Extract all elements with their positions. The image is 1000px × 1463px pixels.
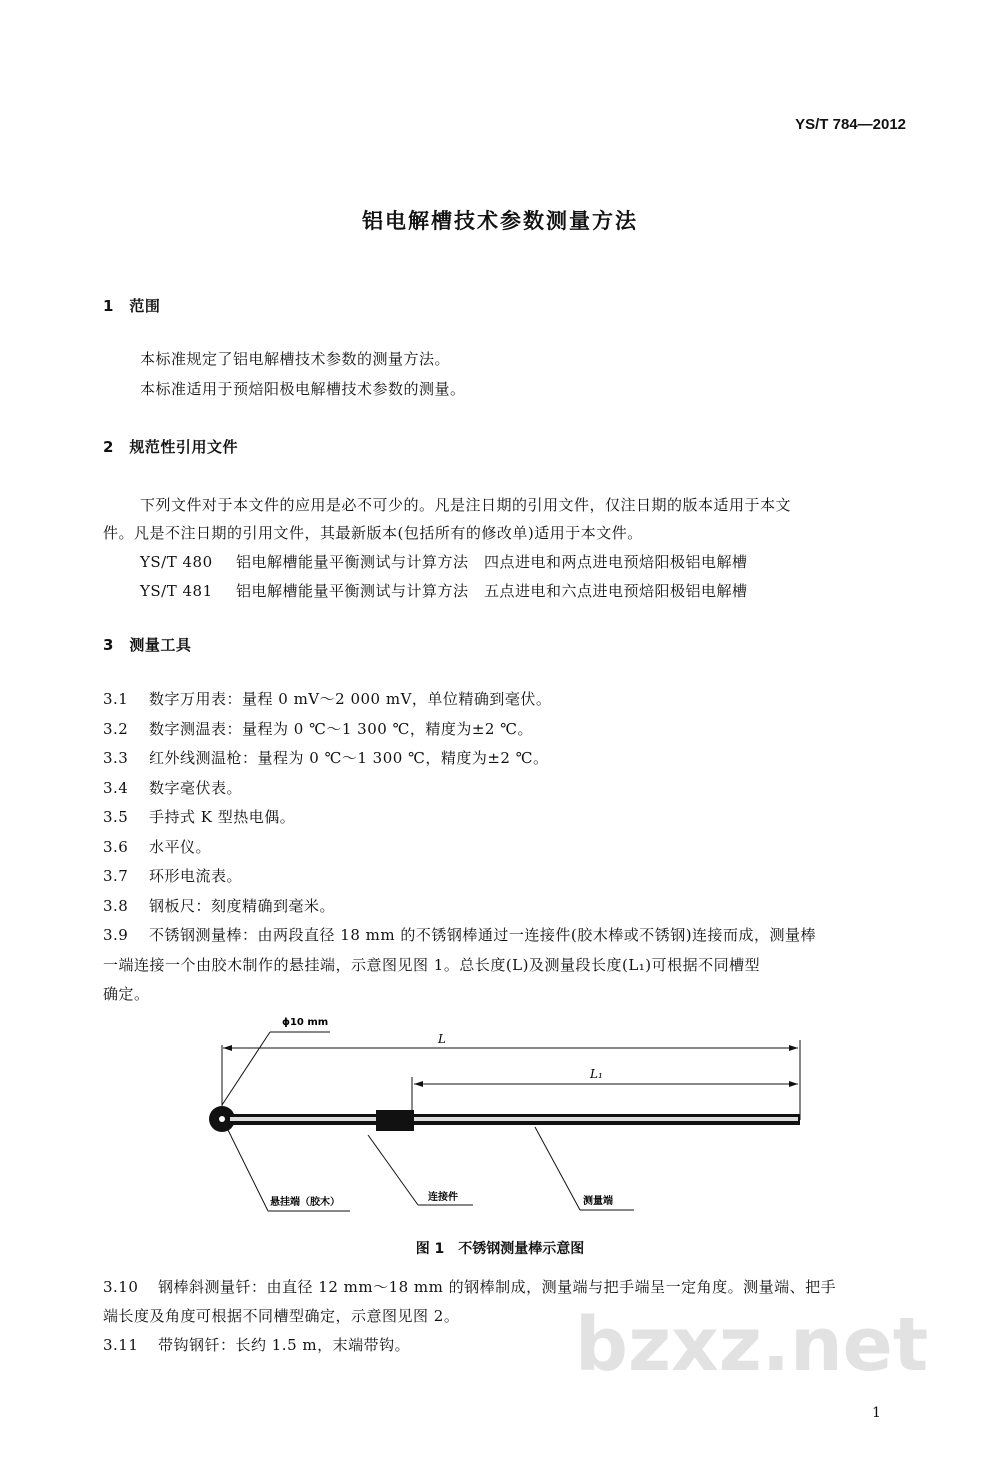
- list-item: [103, 749, 549, 768]
- item-number: 3.2: [103, 719, 129, 738]
- section-heading: 2 规范性引用文件: [103, 438, 238, 456]
- list-item: [103, 926, 816, 945]
- reference-item: [140, 582, 748, 601]
- item-text: 手持式 K 型热电偶。: [149, 808, 296, 826]
- item-number: 3.9: [103, 926, 129, 944]
- paragraph: 本标准规定了铝电解槽技术参数的测量方法。: [140, 350, 451, 368]
- item-text: 数字测温表：量程为 0 ℃～1 300 ℃，精度为±2 ℃。: [149, 719, 534, 738]
- list-item: [103, 1336, 410, 1355]
- page-title: 铝电解槽技术参数测量方法: [362, 209, 638, 233]
- item-number: 3.4: [103, 778, 129, 797]
- list-item: [103, 1278, 836, 1297]
- list-item: [103, 808, 295, 827]
- item-number: 3.3: [103, 749, 129, 767]
- item-number: 3.11: [103, 1336, 139, 1354]
- paragraph: 本标准适用于预焙阳极电解槽技术参数的测量。: [140, 380, 466, 398]
- list-item: [103, 690, 551, 709]
- item-number: 3.7: [103, 867, 129, 885]
- watermark: bzxz.net: [575, 1302, 929, 1388]
- paragraph: 件。凡是不注日期的引用文件，其最新版本(包括所有的修改单)适用于本文件。: [103, 524, 643, 542]
- item-text: 带钩钢钎：长约 1.5 m，末端带钩。: [158, 1336, 411, 1354]
- item-text: 环形电流表。: [149, 867, 243, 885]
- label-diameter: ϕ10 mm: [282, 1017, 329, 1028]
- figure-measuring-rod: [190, 1005, 820, 1225]
- label-connector: 连接件: [428, 1192, 458, 1203]
- list-item: [103, 897, 335, 916]
- reference-code: YS/T 481: [140, 582, 213, 600]
- label-hanging-end: 悬挂端（胶木）: [270, 1197, 340, 1208]
- figure-caption: 图 1 不锈钢测量棒示意图: [415, 1241, 585, 1257]
- list-item: [103, 867, 242, 886]
- item-text: 数字万用表：量程 0 mV～2 000 mV，单位精确到毫伏。: [149, 690, 552, 708]
- connector: [376, 1110, 414, 1131]
- reference-title: 铝电解槽能量平衡测试与计算方法 五点进电和六点进电预焙阳极铝电解槽: [236, 582, 748, 600]
- section-heading: 1 范围: [103, 297, 161, 315]
- label-L1: L₁: [590, 1067, 603, 1081]
- item-number: 3.6: [103, 837, 129, 856]
- item-text-continued: 确定。: [103, 985, 150, 1003]
- item-text: 水平仪。: [149, 837, 212, 856]
- document-number: YS/T 784—2012: [795, 116, 906, 133]
- item-number: 3.10: [103, 1278, 139, 1296]
- page-number: 1: [872, 1405, 881, 1421]
- list-item: [103, 779, 242, 798]
- item-text-continued: 一端连接一个由胶木制作的悬挂端，示意图见图 1。总长度(L)及测量段长度(L₁)可根据不同槽型: [103, 955, 761, 974]
- reference-title: 铝电解槽能量平衡测试与计算方法 四点进电和两点进电预焙阳极铝电解槽: [236, 553, 748, 571]
- paragraph: 下列文件对于本文件的应用是必不可少的。凡是注日期的引用文件，仅注日期的版本适用于本文: [140, 496, 792, 514]
- item-text: 红外线测温枪：量程为 0 ℃～1 300 ℃，精度为±2 ℃。: [149, 749, 549, 767]
- label-measuring-end: 测量端: [583, 1196, 613, 1207]
- label-L: L: [438, 1032, 446, 1046]
- reference-item: [140, 553, 748, 572]
- item-number: 3.8: [103, 896, 129, 915]
- item-text: 钢板尺：刻度精确到毫米。: [149, 896, 336, 915]
- reference-code: YS/T 480: [140, 553, 213, 571]
- item-text-continued: 端长度及角度可根据不同槽型确定，示意图见图 2。: [103, 1307, 460, 1325]
- item-text: 数字毫伏表。: [149, 778, 243, 797]
- item-number: 3.5: [103, 808, 129, 826]
- list-item: [103, 720, 533, 739]
- item-text: 不锈钢测量棒：由两段直径 18 mm 的不锈钢棒通过一连接件(胶木棒或不锈钢)连接而成，测量棒: [149, 926, 817, 944]
- item-number: 3.1: [103, 690, 129, 708]
- section-heading: 3 测量工具: [103, 636, 192, 654]
- list-item: [103, 838, 211, 857]
- item-text: 钢棒斜测量钎：由直径 12 mm～18 mm 的钢棒制成，测量端与把手端呈一定角度。测量端、把手: [158, 1278, 837, 1296]
